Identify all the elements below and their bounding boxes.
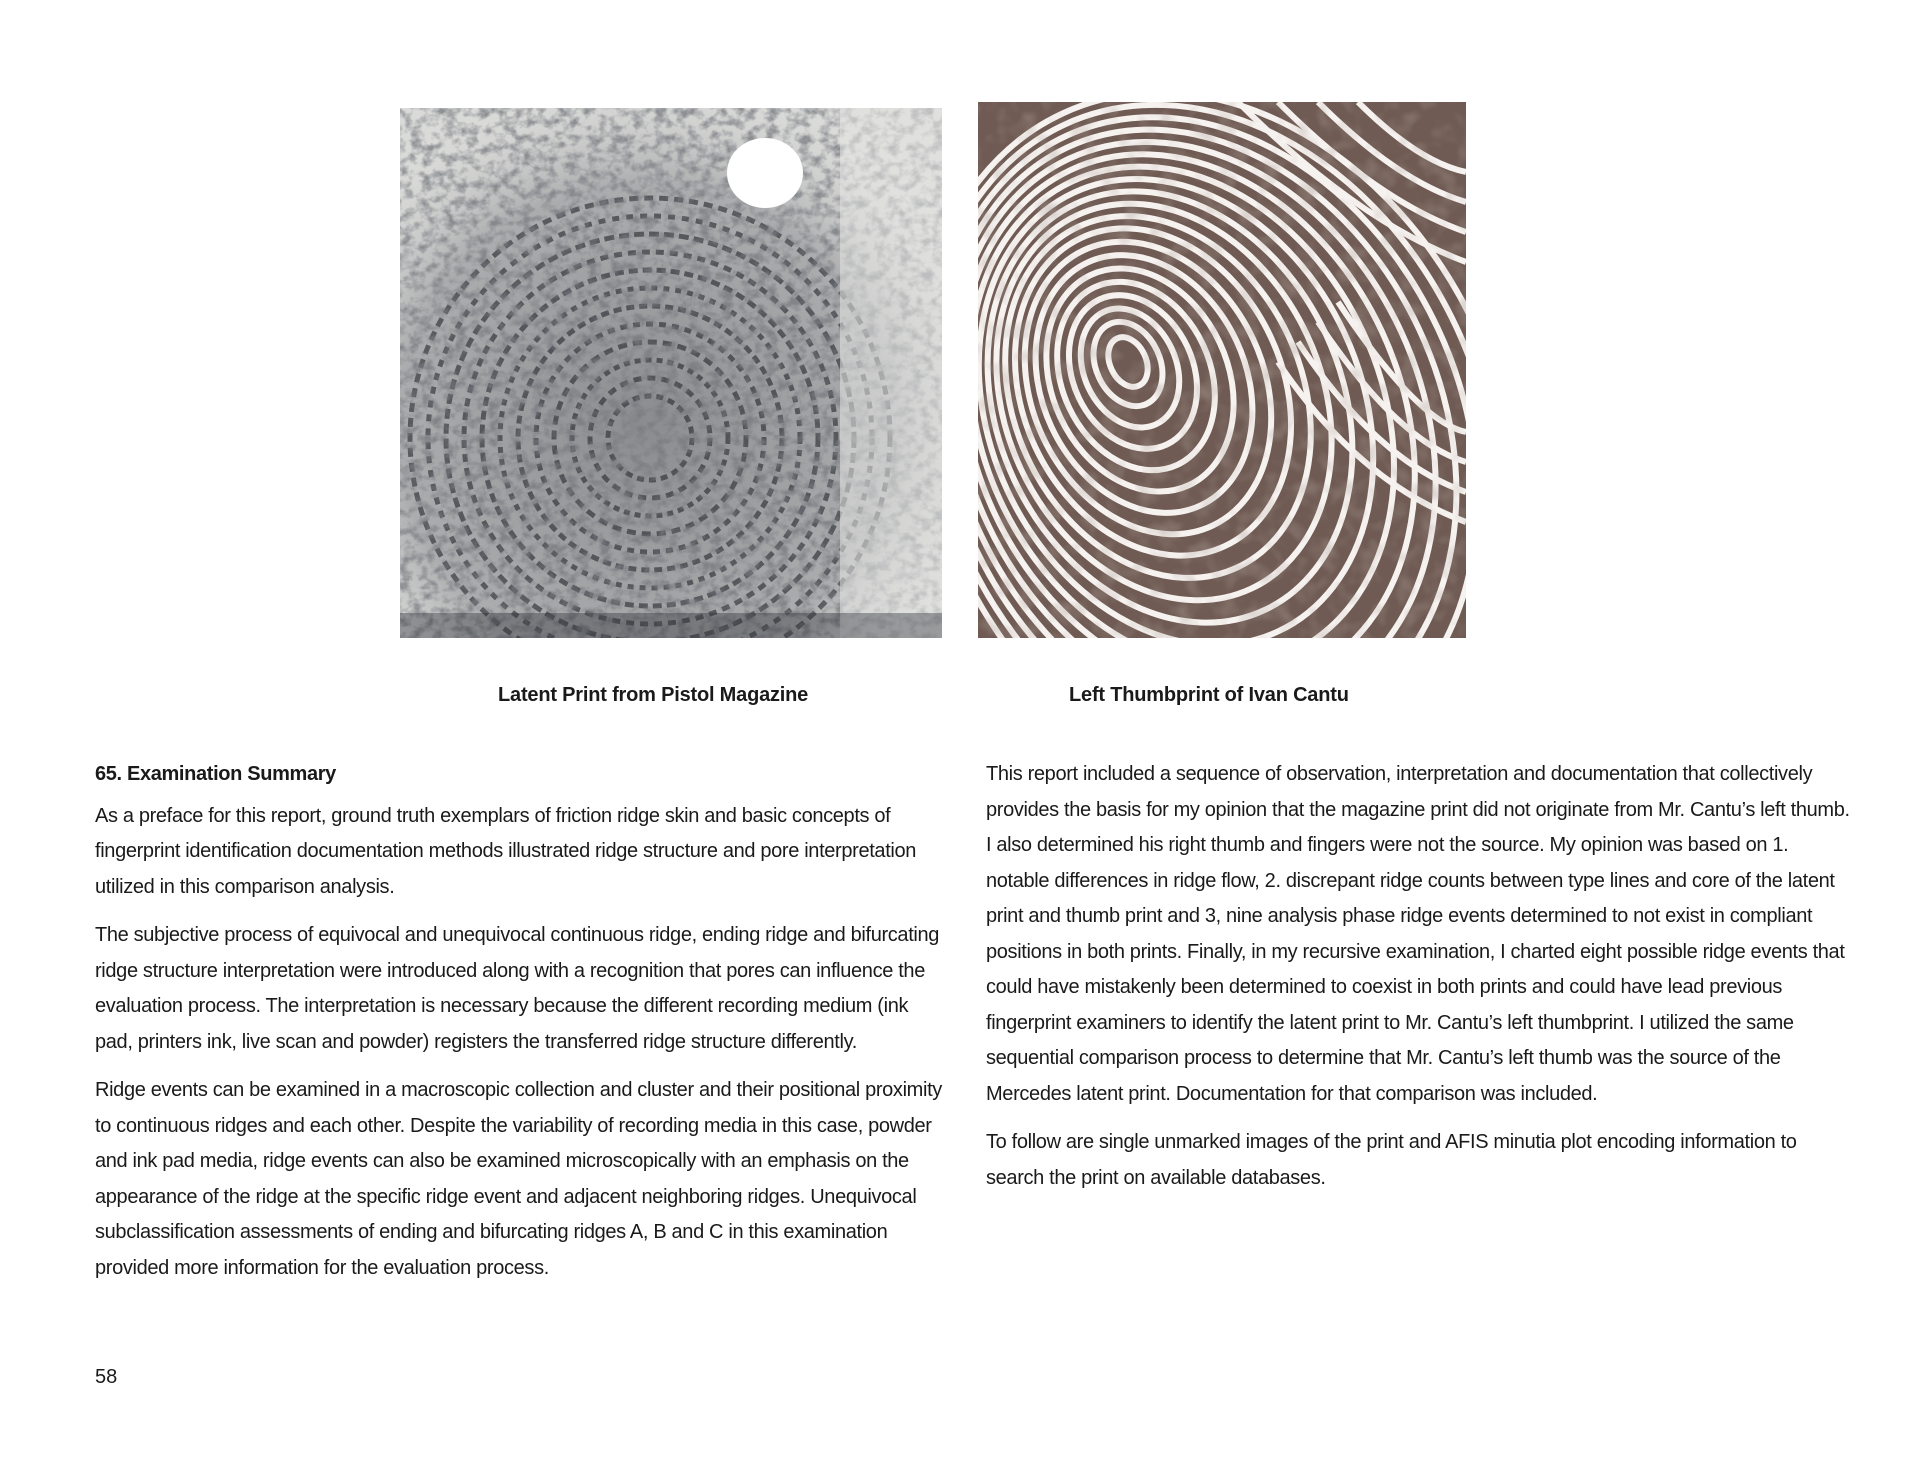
paragraph: The subjective process of equivocal and unequivocal continuous ridge, ending ridge and bifurcating ridge structure interpretation were introduced along with a recognition that pores can influence the evaluation process. The interpretation is necessary because the different recording medium (ink pad, printers ink, live scan and powder) registers the transferred ridge structure differently. [95,924,940,1053]
page-number: 58 [95,1366,118,1388]
section-heading: 65. Examination Summary [95,763,336,785]
latent-print-graphic [400,108,942,638]
right-column [986,757,1856,1209]
thumbprint-caption: Left Thumbprint of Ivan Cantu [1069,684,1349,706]
paragraph: Ridge events can be examined in a macroscopic collection and cluster and their positional proximity to continuous ridges and each other. Despite the variability of recording media in this case, powder and ink pad media, ridge events can also be examined microscopically with an emphasis on the appearance of the ridge at the specific ridge event and adjacent neighboring ridges. Unequivocal subclassification assessments of ending and bifurcating ridges A, B and C in this examination provided more information for the evaluation process. [95,1079,942,1279]
thumbprint-graphic [978,102,1466,638]
thumbprint-image [978,102,1466,638]
blank-spot [727,138,803,208]
latent-print-caption: Latent Print from Pistol Magazine [498,684,809,706]
left-column [95,757,945,1299]
paragraph: This report included a sequence of observation, interpretation and documentation that collectively provides the basis for my opinion that the magazine print did not originate from Mr. Cantu’s left thumb. I also determined his right thumb and fingers were not the source. My opinion was based on 1. notable differences in ridge flow, 2. discrepant ridge counts between type lines and core of the latent print and thumb print and 3, nine analysis phase ridge events determined to not exist in compliant positions in both prints. Finally, in my recursive examination, I charted eight possible ridge events that could have mistakenly been determined to coexist in both prints and could have lead previous fingerprint examiners to identify the latent print to Mr. Cantu’s left thumbprint. I utilized the same sequential comparison process to determine that Mr. Cantu’s left thumb was the source of the Mercedes latent print. Documentation for that comparison was included. [986,763,1850,1105]
paragraph: As a preface for this report, ground truth exemplars of friction ridge skin and basic concepts of fingerprint identification documentation methods illustrated ridge structure and pore interpretation utilized in this comparison analysis. [95,804,917,898]
paragraph: To follow are single unmarked images of the print and AFIS minutia plot encoding information to search the print on available databases. [986,1131,1797,1189]
latent-print-image [400,108,942,638]
